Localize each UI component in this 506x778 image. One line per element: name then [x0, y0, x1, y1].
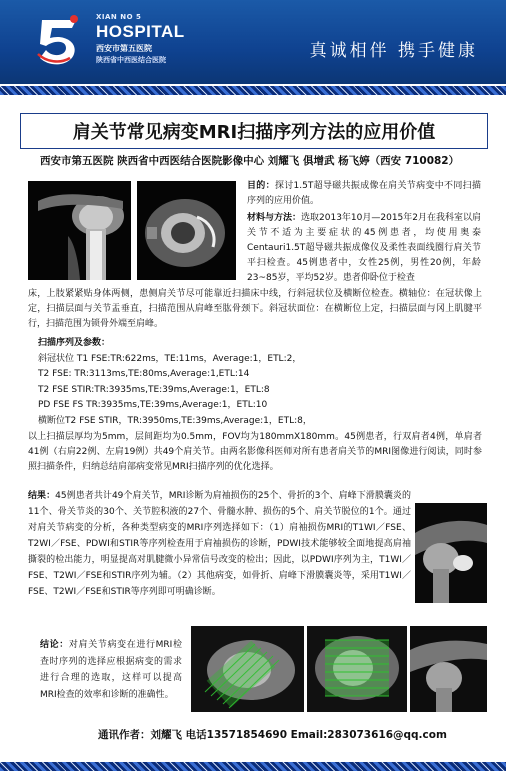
title-box: [20, 113, 488, 149]
hospital-header: [0, 0, 506, 84]
params-title: 扫描序列及参数：: [38, 338, 111, 348]
results-label: 结果：: [28, 491, 56, 501]
results-text: 45例患者共计49个肩关节，MRI诊断为肩袖损伤的25个、骨折的3个、肩峰下滑膜囊炎的11个、骨关节炎的30个、关节腔积液的27个、骨髓水肿、损伤的5个、肩关节脱位的1个。通过对肩关节病变的分析，各种类型病变的MRI序列选择如下：（1）肩袖损伤MRI的T1WI／FSE、T2WI／FSE、PDWI和STIR等序列检查用于肩袖损伤的诊断，PDWI技术能够较全面地提高肩袖撕裂的检出能力，明显提高对肌腱微小异常信号改变的检出；因此，以PDWI序列为主，T1WI／FSE、T2WI／FSE和STIR序列为辅。（2）其他病变，如骨折、肩峰下滑膜囊炎等，采用T1WI／FSE、T2WI／FSE和STIR等序列即可明确诊断。: [28, 491, 411, 597]
mri-planning-image-3: [410, 626, 487, 712]
contact-line: 通讯作者：刘耀飞 电话13571854690 Email:283073616@qq.com: [98, 729, 447, 741]
param-line-1: 斜冠状位 T1 FSE:TR:622ms，TE:11ms，Average:1，ETL:2，: [38, 353, 302, 364]
conclusion-paragraph: [40, 637, 182, 703]
params-tail-paragraph: [28, 430, 482, 475]
hospital-logo-icon: [36, 14, 80, 66]
methods-label: 材料与方法：: [247, 213, 302, 223]
scan-parameters: [38, 336, 312, 430]
decorative-stripe-bottom: [0, 762, 506, 771]
methods-paragraph-a: [247, 211, 481, 286]
conclusion-text: 对肩关节病变在进行MRI检查时序列的选择应根据病变的需求进行合理的选取，这样可以提高MRI检查的效率和诊断的准确性。: [40, 640, 182, 700]
methods-paragraph-b: [28, 287, 482, 332]
params-tail-text: 以上扫描层厚均为5mm，层间距均为0.5mm，FOV均为180mmX180mm。45例患者，行双肩者4例，单肩者41例（右肩22例、左肩19例）共49个肩关节。由两名影像科医师对所有患者肩关节的MRI图像进行阅读，同时参照扫描条件，归纳总结肩部病变常见MRI扫描序列的优化选择。: [28, 432, 482, 472]
conclusion-label: 结论：: [40, 640, 69, 650]
mri-planning-image-1: [191, 626, 304, 712]
decorative-stripe-top: [0, 86, 506, 95]
objective-text: 探讨1.5T超导磁共振成像在肩关节病变中不同扫描序列的应用价值。: [247, 181, 481, 206]
param-line-4: PD FSE FS TR:3935ms,TE:39ms,Average:1，ETL:10: [38, 400, 268, 411]
param-line-2: T2 FSE: TR:3113ms,TE:80ms,Average:1,ETL:14: [38, 369, 250, 380]
authors-line: 西安市第五医院 陕西省中西医结合医院影像中心 刘耀飞 俱增武 杨飞婷（西安 710082）: [40, 155, 460, 167]
logo-cn-name: 西安市第五医院: [96, 44, 152, 53]
mri-planning-image-2: [307, 626, 407, 712]
logo-small-text: XIAN NO 5: [96, 13, 142, 21]
param-line-5: 横断位T2 FSE STIR，TR:3950ms,TE:39ms,Average:1，ETL:8，: [38, 415, 312, 426]
objective-paragraph: [247, 179, 481, 209]
mri-image-axial: [137, 181, 236, 280]
poster-title: 肩关节常见病变MRI扫描序列方法的应用价值: [72, 122, 436, 143]
methods-text-b: 床，上肢紧紧贴身体两侧，患侧肩关节尽可能靠近扫描床中线，行斜冠状位及横断位检查。横轴位：在冠状像上定，扫描层面与关节盂垂直，扫描范围从肩峰至肱骨颈下。斜冠状面位：在横断位上定，扫描层面与冈上肌腱平行，扫描范围为锁骨外端至肩峰。: [28, 289, 482, 329]
results-paragraph: [28, 488, 411, 600]
mri-image-coronal: [28, 181, 131, 280]
logo-cn-subname: 陕西省中西医结合医院: [96, 56, 166, 64]
logo-hospital-text: HOSPITAL: [96, 22, 185, 41]
mri-image-coronal-stir: [415, 503, 487, 603]
methods-text-a: 选取2013年10月—2015年2月在我科室以肩关节不适为主要症状的45例患者，均使用奥泰Centauri1.5T超导磁共振成像仪及柔性表面线圈行肩关节平扫检查。45例患者中，女性25例，男性20例，年龄23~85岁，平均52岁。患者仰卧位于检查: [247, 213, 482, 283]
param-line-3: T2 FSE STIR:TR:3935ms,TE:39ms,Average:1，ETL:8: [38, 384, 270, 395]
objective-label: 目的：: [247, 181, 275, 191]
slogan: 真诚相伴 携手健康: [309, 41, 478, 61]
